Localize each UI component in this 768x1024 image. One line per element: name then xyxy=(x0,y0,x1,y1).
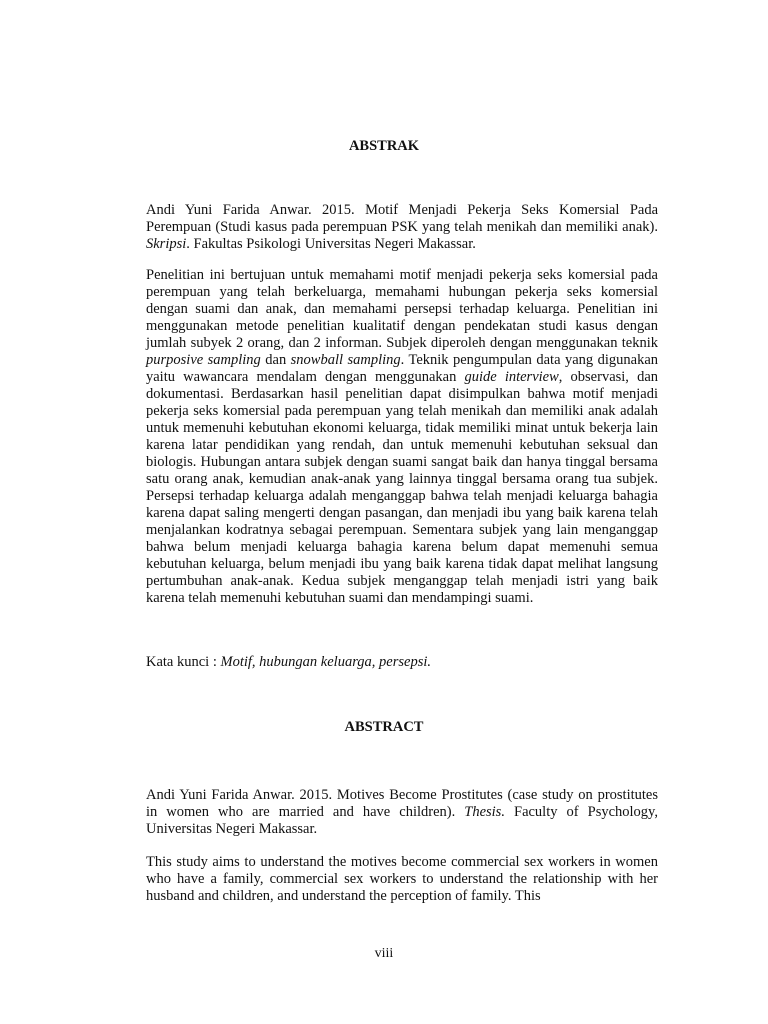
abstract-heading: ABSTRACT xyxy=(344,719,424,735)
abstrak-body-text-1: Penelitian ini bertujuan untuk memahami motif menjadi pekerja seks komersial pada perempuan yang telah berkeluarga, memahami hubungan pekerja seks komersial dengan suami dan anak, dan memahami persepsi terhadap keluarga. Penelitian ini menggunakan metode penelitian kualitatif dengan pendekatan studi kasus dengan jumlah subyek 2 orang, dan 2 informan. Subjek diperoleh dengan menggunakan teknik xyxy=(146,267,658,351)
abstrak-body-text-4: , observasi, dan dokumentasi. Berdasarkan hasil penelitian dapat disimpulkan bahwa motif menjadi pekerja seks komersial pada perempuan yang telah menikah dan memiliki anak adalah untuk memenuhi kebutuhan ekonomi keluarga, tidak memiliki minat untuk bekerja lain karena latar pendidikan yang rendah, dan untuk memenuhi kebutuhan seksual dan biologis. Hubungan antara subjek dengan suami sangat baik dan hanya tinggal bersama satu orang anak, kemudian anak-anak yang lainnya tinggal bersama orang tua subjek. Persepsi terhadap keluarga adalah menganggap bahwa telah menjadi keluarga bahagia karena dapat saling mengerti dengan pasangan, dan menjadi ibu yang baik karena telah menjalankan kodratnya sebagai perempuan. Sementara subjek yang lain menganggap bahwa belum menjadi keluarga bahagia karena belum dapat memenuhi semua kebutuhan keluarga, belum menjadi ibu yang baik karena tidak dapat melihat langsung pertumbuhan anak-anak. Kedua subjek menganggap telah menjadi istri yang baik karena telah memenuhi kebutuhan suami dan mendampingi suami. xyxy=(146,369,659,606)
abstrak-citation-text: Andi Yuni Farida Anwar. 2015. Motif Menjadi Pekerja Seks Komersial Pada Perempuan (Studi kasus pada perempuan PSK yang telah menikah dan memiliki anak). xyxy=(146,202,658,235)
abstract-citation xyxy=(146,787,658,838)
abstrak-citation-italic: Skripsi xyxy=(146,236,187,252)
abstrak-heading: ABSTRAK xyxy=(348,138,420,154)
abstrak-body xyxy=(146,267,658,607)
abstrak-body-italic-3: guide interview xyxy=(464,369,559,385)
abstrak-citation-text-end: . Fakultas Psikologi Universitas Negeri Makassar. xyxy=(186,236,476,252)
abstract-body: This study aims to understand the motives become commercial sex workers in women who have a family, commercial sex workers to understand the relationship with her husband and children, and understand the perception of family. This xyxy=(146,854,658,904)
abstrak-keywords xyxy=(146,654,658,671)
abstrak-body-italic-2: snowball sampling xyxy=(290,352,401,368)
abstrak-keywords-label: Kata kunci : xyxy=(146,654,221,670)
abstrak-citation xyxy=(146,202,658,253)
abstrak-body-text-2: dan xyxy=(260,352,291,368)
abstrak-keywords-list: Motif, hubungan keluarga, persepsi. xyxy=(220,654,431,670)
abstrak-body-italic-1: purposive sampling xyxy=(146,352,261,368)
abstrak-body-text-3: . Teknik pengumpulan data yang digunakan yaitu wawancara mendalam dengan menggunakan xyxy=(146,352,659,385)
abstract-citation-text-end: Faculty of Psychology, Universitas Negeri Makassar. xyxy=(146,804,658,837)
abstract-citation-italic: Thesis. xyxy=(464,804,505,820)
abstract-citation-text: Andi Yuni Farida Anwar. 2015. Motives Become Prostitutes (case study on prostitutes in women who are married and have children). xyxy=(146,787,658,820)
page-number: viii xyxy=(374,946,394,961)
